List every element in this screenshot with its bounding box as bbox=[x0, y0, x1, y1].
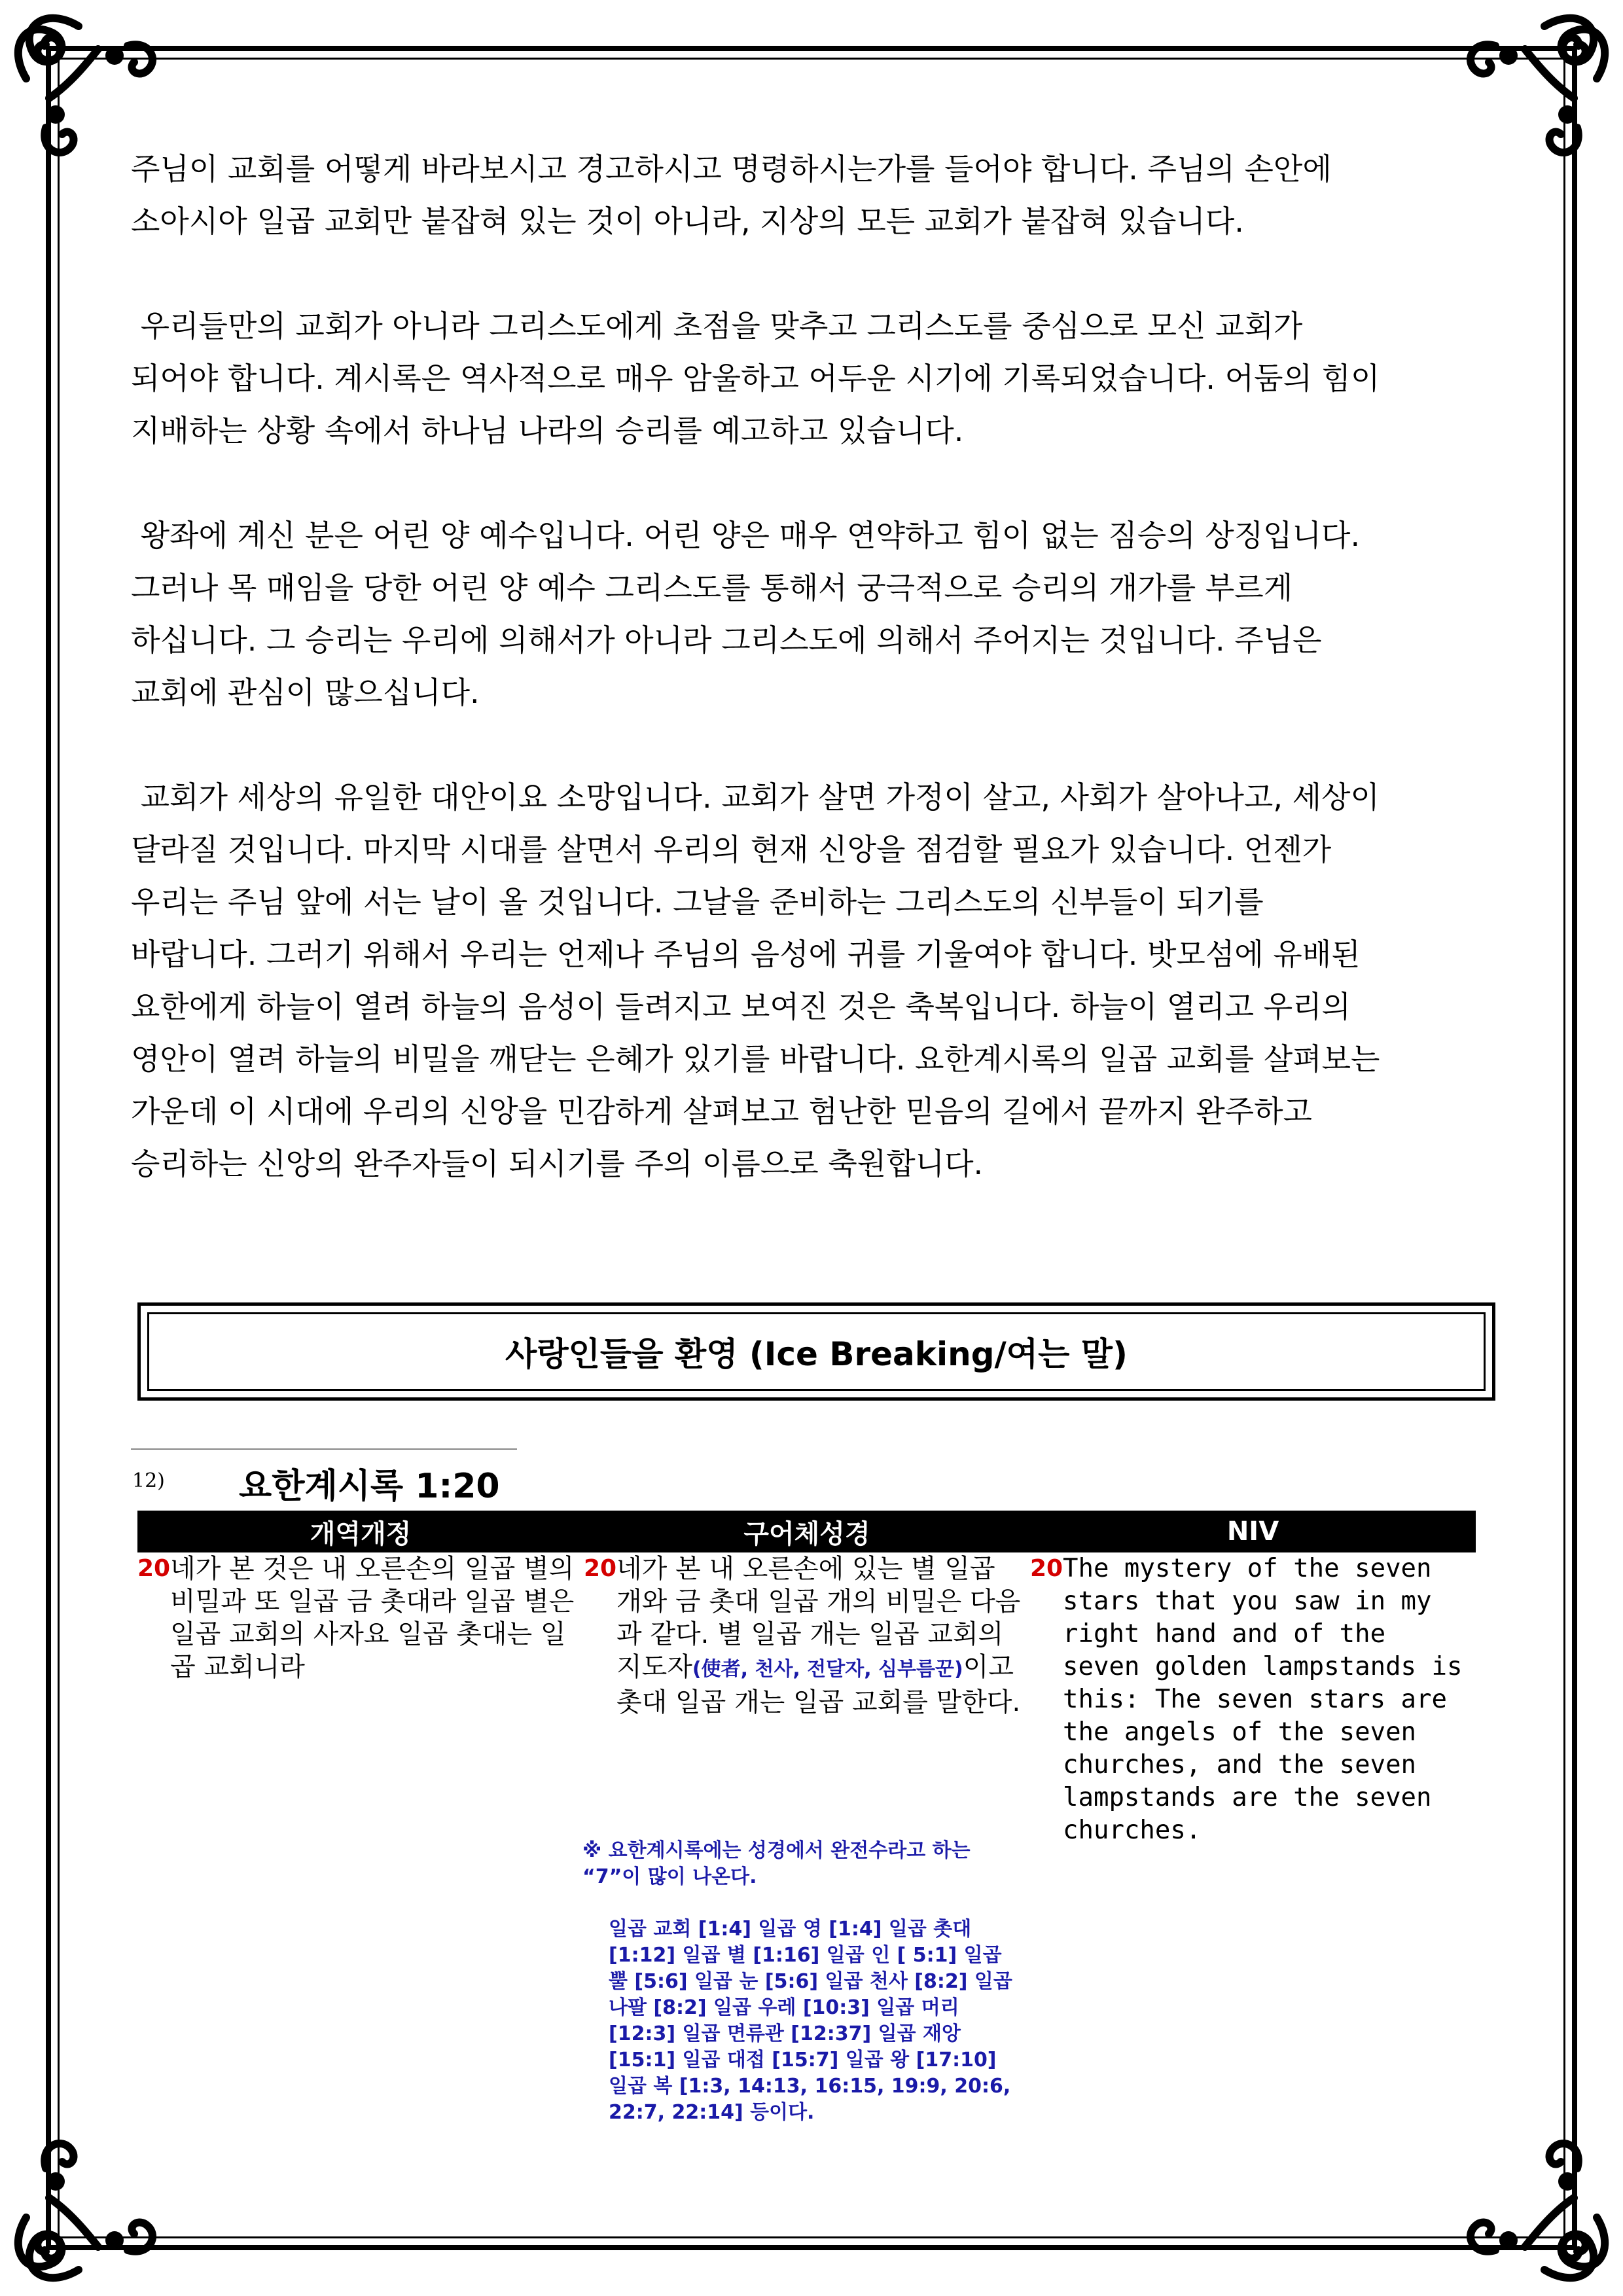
table-cell bbox=[137, 1552, 584, 1847]
verse-text-part: 네가 본 내 오른손에 있는 별 일곱 개와 금 촛대 일곱 개의 비밀은 다음과 같다. 별 일곱 개는 일곱 교회의 지도자 bbox=[616, 1554, 1021, 1682]
verse-number: 20 bbox=[1030, 1555, 1063, 1582]
corner-ornament-bottom-left bbox=[0, 2126, 170, 2296]
table-row bbox=[137, 1552, 1476, 1847]
paragraph: 주님이 교회를 어떻게 바라보시고 경고하시고 명령하시는가를 들어야 합니다. 주님의 손안에 소아시아 일곱 교회만 붙잡혀 있는 것이 아니라, 지상의 모든 교회가 붙잡혀 있습니다. bbox=[131, 151, 1332, 239]
verse-gloss: (使者, 천사, 전달자, 심부름꾼) bbox=[692, 1658, 963, 1681]
footnote-mark: 12) bbox=[132, 1469, 165, 1492]
verse-number: 20 bbox=[584, 1555, 617, 1582]
body-text bbox=[131, 143, 1499, 1190]
note-intro: ※ 요한계시록에는 성경에서 완전수라고 하는 “7”이 많이 나온다. bbox=[582, 1839, 971, 1888]
note-list: 일곱 교회 [1:4] 일곱 영 [1:4] 일곱 촛대 [1:12] 일곱 별 [1:16] 일곱 인 [ 5:1] 일곱 뿔 [5:6] 일곱 눈 [5:6] 일곱 천사 [8:2] 일곱 나팔 [8:2] 일곱 우레 [10:3] 일곱 머리 [12:3] 일곱 면류관 [12:37] 일곱 재앙 [15:1] 일곱 대접 [15:7] 일곱 왕 [17:10] 일곱 복 [1:3, 14:13, 16:15, 19:9, 20:6, 22:7, 22:14] 등이다. bbox=[609, 1918, 1012, 2124]
verse-text: The mystery of the seven stars that you saw in my right hand and of the seven golden lampstands is this: The seven stars are the angels of the seven churches, and the seven lampstands are the seven churches. bbox=[1063, 1554, 1463, 1845]
paragraph: 우리들만의 교회가 아니라 그리스도에게 초점을 맞추고 그리스도를 중심으로 모신 교회가 되어야 합니다. 계시록은 역사적으로 매우 암울하고 어두운 시기에 기록되었습니다. 어둠의 힘이 지배하는 상황 속에서 하나님 나라의 승리를 예고하고 있습니다. bbox=[131, 308, 1380, 448]
footnote-divider bbox=[131, 1448, 517, 1450]
verse-text-part: 이고 촛대 일곱 개는 일곱 교회를 말한다. bbox=[616, 1652, 1021, 1717]
section-heading: 사랑인들을 환영 (Ice Breaking/여는 말) bbox=[147, 1312, 1486, 1391]
scripture-reference-title: 요한계시록 1:20 bbox=[239, 1467, 500, 1506]
table-header-cell: 개역개정 bbox=[310, 1518, 412, 1549]
table-header-cell: NIV bbox=[1226, 1516, 1279, 1547]
verse-text: 네가 본 것은 내 오른손의 일곱 별의 비밀과 또 일곱 금 촛대라 일곱 별은 일곱 교회의 사자요 일곱 촛대는 일곱 교회니라 bbox=[170, 1554, 575, 1682]
seven-note bbox=[582, 1838, 1014, 2152]
paragraph: 왕좌에 계신 분은 어린 양 예수입니다. 어린 양은 매우 연약하고 힘이 없는 짐승의 상징입니다. 그러나 목 매임을 당한 어린 양 예수 그리스도를 통해서 궁극적으로 승리의 개가를 부르게 하십니다. 그 승리는 우리에 의해서가 아니라 그리스도에 의해서 주어지는 것입니다. 주님은 교회에 관심이 많으십니다. bbox=[131, 518, 1361, 710]
corner-ornament-bottom-right bbox=[1453, 2126, 1623, 2296]
verse-number: 20 bbox=[137, 1555, 171, 1582]
verse-text bbox=[616, 1552, 1024, 1719]
section-heading-box bbox=[137, 1302, 1495, 1401]
paragraph: 교회가 세상의 유일한 대안이요 소망입니다. 교회가 살면 가정이 살고, 사회가 살아나고, 세상이 달라질 것입니다. 마지막 시대를 살면서 우리의 현재 신앙을 점검할 필요가 있습니다. 언젠가 우리는 주님 앞에 서는 날이 올 것입니다. 그날을 준비하는 그리스도의 신부들이 되기를 바랍니다. 그러기 위해서 우리는 언제나 주님의 음성에 귀를 기울여야 합니다. 밧모섬에 유배된 요한에게 하늘이 열려 하늘의 음성이 들려지고 보여진 것은 축복입니다. 하늘이 열리고 우리의 영안이 열려 하늘의 비밀을 깨닫는 은혜가 있기를 바랍니다. 요한계시록의 일곱 교회를 살펴보는 가운데 이 시대에 우리의 신앙을 민감하게 살펴보고 험난한 믿음의 길에서 끝까지 완주하고 승리하는 신앙의 완주자들이 되시기를 주의 이름으로 축원합니다. bbox=[131, 780, 1380, 1181]
table-header-cell: 구어체성경 bbox=[743, 1518, 870, 1549]
table-header-row bbox=[137, 1511, 1476, 1552]
bible-version-table bbox=[137, 1511, 1476, 1847]
table-cell bbox=[584, 1552, 1030, 1847]
table-cell bbox=[1030, 1552, 1476, 1847]
